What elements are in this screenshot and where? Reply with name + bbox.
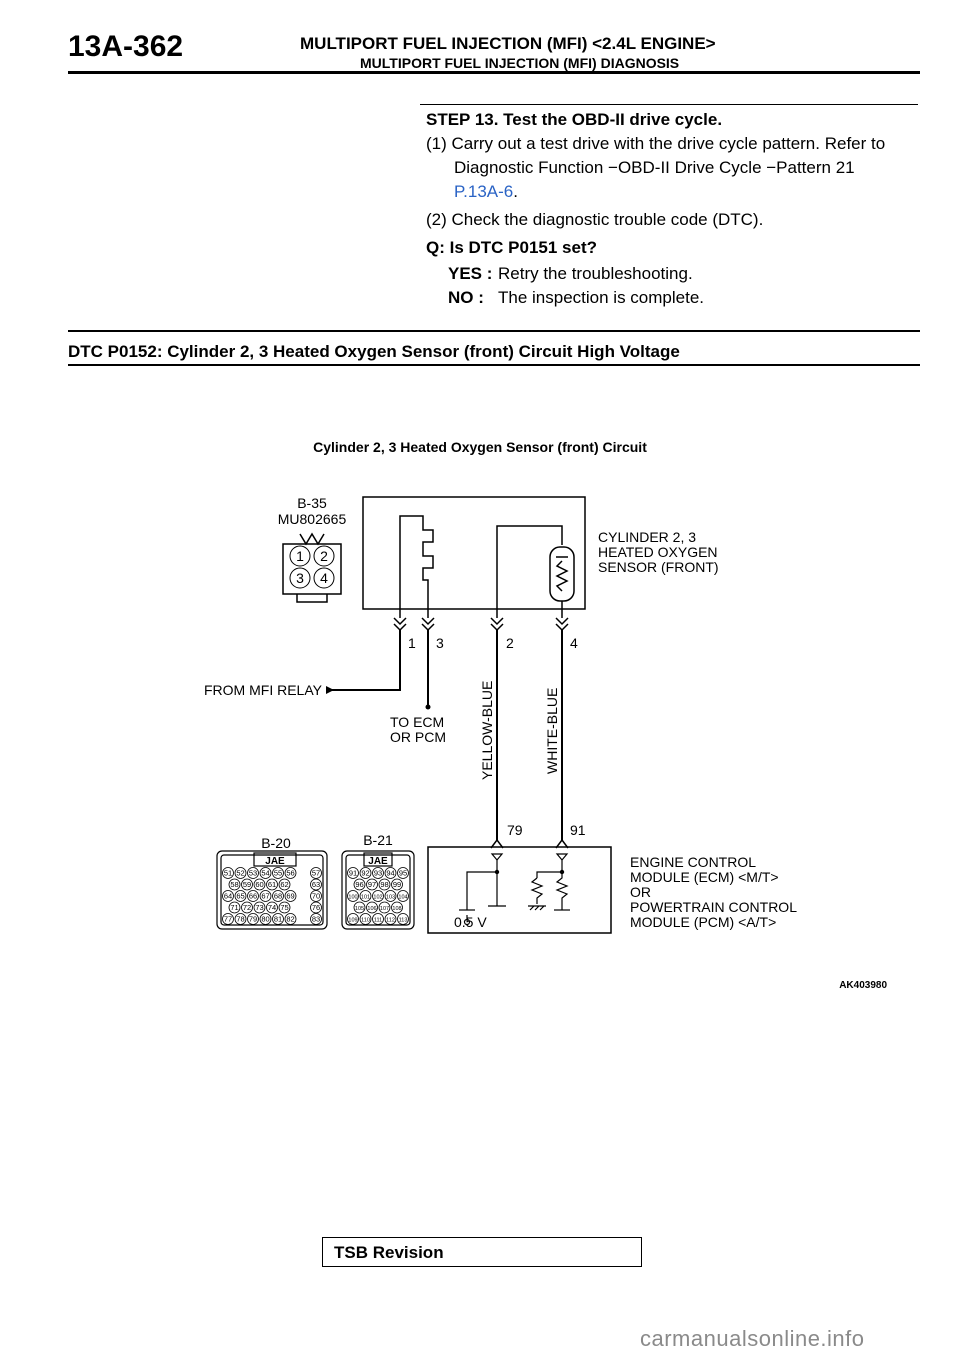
dtc-heading: DTC P0152: Cylinder 2, 3 Heated Oxygen Sensor (front) Circuit High Voltage [68, 342, 680, 361]
connector-pin-label: 75 [280, 903, 289, 913]
step-title: STEP 13. Test the OBD-II drive cycle. [426, 110, 723, 129]
connector-pin-label: 99 [392, 880, 402, 890]
ecm-label-3: OR [630, 884, 651, 900]
b20-jae-label: JAE [265, 856, 285, 867]
step-item-1 [426, 132, 926, 204]
connector-pin-label: 108 [392, 906, 402, 913]
header-title: MULTIPORT FUEL INJECTION (MFI) <2.4L ENGINE> [300, 34, 716, 53]
ecm-junction-dot-2 [560, 870, 564, 874]
connector-pin-2: 2 [320, 548, 328, 564]
connector-pin-label: 111 [373, 917, 383, 924]
connector-pin-label: 79 [248, 914, 258, 924]
connector-pin-label: 55 [273, 868, 283, 878]
diagram-title: Cylinder 2, 3 Heated Oxygen Sensor (front) Circuit [313, 439, 647, 455]
sensor-label-2: HEATED OXYGEN [598, 544, 718, 560]
step-item-2: (2) Check the diagnostic trouble code (DTC). [426, 210, 764, 229]
connector-pin-label: 73 [255, 903, 264, 913]
tsb-revision-label: TSB Revision [334, 1243, 444, 1262]
connector-pin-label: 56 [286, 868, 295, 878]
terminal-4: 4 [570, 635, 578, 651]
sensor-element-icon [400, 516, 574, 618]
connector-pin-label: 92 [361, 868, 370, 878]
sensor-box [363, 497, 585, 609]
dtc-rule-top [68, 330, 920, 332]
connector-pin-label: 110 [361, 917, 370, 924]
connector-pin-label: 53 [248, 868, 258, 878]
step-rule [420, 104, 918, 105]
page-number: 13A-362 [68, 30, 184, 63]
connector-pin-label: 82 [286, 914, 295, 924]
header-subtitle: MULTIPORT FUEL INJECTION (MFI) DIAGNOSIS [360, 55, 680, 71]
connector-b21-id: B-21 [363, 832, 393, 848]
wire-color-white-blue: WHITE-BLUE [544, 687, 560, 774]
connector-pin-4: 4 [320, 570, 328, 586]
connector-pin-label: 76 [311, 903, 321, 913]
wire-color-yellow-blue: YELLOW-BLUE [479, 680, 495, 780]
connector-pin-label: 112 [386, 917, 395, 924]
connector-pin-label: 109 [348, 917, 358, 924]
connector-pin-label: 62 [280, 880, 289, 890]
connector-pin-label: 72 [242, 903, 252, 913]
connector-pin-label: 54 [261, 868, 270, 878]
connector-pin-label: 69 [286, 891, 295, 901]
connector-pin-label: 65 [236, 891, 245, 901]
connector-chevrons-icon [394, 618, 568, 630]
terminal-1: 1 [408, 635, 416, 651]
yes-text: Retry the troubleshooting. [498, 264, 693, 283]
connector-pin-label: 63 [311, 880, 321, 890]
from-relay-label: FROM MFI RELAY [204, 682, 322, 698]
step-block [426, 108, 926, 310]
wiring-diagram [0, 370, 960, 1010]
to-ecm-label-2: OR PCM [390, 729, 446, 745]
connector-pin-label: 102 [373, 894, 383, 901]
yes-label: YES : [448, 264, 493, 283]
connector-b20-id: B-20 [261, 835, 291, 851]
connector-pin-label: 103 [385, 894, 396, 901]
connector-pin-label: 51 [223, 868, 233, 878]
connector-pin-label: 74 [267, 903, 277, 913]
connector-pin-label: 66 [248, 891, 258, 901]
page-reference-link[interactable]: P.13A-6 [454, 182, 514, 201]
ecm-terminal-91: 91 [570, 822, 586, 838]
connector-pin-label: 80 [261, 914, 270, 924]
ecm-label-1: ENGINE CONTROL [630, 854, 757, 870]
wires [332, 630, 562, 840]
voltage-label: 0.5 V [454, 914, 487, 930]
connector-pin-label: 95 [398, 868, 408, 878]
relay-arrow-icon [326, 686, 334, 694]
connector-pin-label: 91 [348, 868, 358, 878]
connector-pin-label: 106 [367, 906, 377, 913]
connector-b20-pins [223, 868, 322, 925]
b21-jae-label: JAE [368, 856, 388, 867]
connector-pin-label: 61 [267, 880, 277, 890]
dtc-rule-bottom [68, 364, 920, 366]
connector-pin-3: 3 [296, 570, 304, 586]
ecm-terminal-79: 79 [507, 822, 523, 838]
connector-pin-label: 107 [379, 906, 390, 913]
sensor-label-3: SENSOR (FRONT) [598, 559, 719, 575]
question: Q: Is DTC P0151 set? [426, 238, 598, 257]
connector-pin-label: 59 [242, 880, 252, 890]
answer-no [426, 286, 926, 310]
connector-pin-label: 81 [273, 914, 283, 924]
connector-pin-label: 64 [223, 891, 233, 901]
no-text: The inspection is complete. [498, 288, 704, 307]
ecm-label-5: MODULE (PCM) <A/T> [630, 914, 777, 930]
step-item-1-tail: . [513, 182, 518, 201]
connector-pin-label: 83 [311, 914, 321, 924]
connector-pin-label: 104 [398, 894, 408, 901]
sensor-label-1: CYLINDER 2, 3 [598, 529, 697, 545]
connector-pin-label: 98 [380, 880, 389, 890]
step-item-1-text: (1) Carry out a test drive with the drive cycle pattern. Refer to Diagnostic Function −OBD-II Drive Cycle −Pattern 21 [426, 134, 886, 177]
connector-pin-label: 70 [311, 891, 321, 901]
connector-pin-label: 97 [367, 880, 377, 890]
connector-pin-label: 60 [255, 880, 264, 890]
connector-pin-1: 1 [296, 548, 304, 564]
connector-b21-pins [348, 868, 409, 925]
ecm-label-4: POWERTRAIN CONTROL [630, 899, 797, 915]
connector-id: B-35 [297, 495, 327, 511]
header-rule [68, 71, 920, 74]
watermark: carmanualsonline.info [640, 1326, 865, 1351]
connector-pin-label: 96 [355, 880, 364, 890]
ecm-wire-end-icon [426, 705, 431, 710]
to-ecm-label-1: TO ECM [390, 714, 445, 730]
connector-pin-label: 77 [223, 914, 233, 924]
no-label: NO : [448, 288, 484, 307]
terminal-3: 3 [436, 635, 444, 651]
connector-b35-icon [283, 534, 341, 602]
connector-pin-label: 94 [386, 868, 395, 878]
connector-pin-label: 78 [236, 914, 245, 924]
connector-pin-label: 93 [373, 868, 383, 878]
connector-pin-label: 100 [348, 894, 358, 901]
ecm-label-2: MODULE (ECM) <M/T> [630, 869, 779, 885]
answer-yes [426, 262, 926, 286]
connector-part-number: MU802665 [277, 511, 347, 527]
connector-pin-label: 68 [273, 891, 283, 901]
terminal-2: 2 [506, 635, 514, 651]
ecm-junction-dot [495, 870, 499, 874]
connector-pin-label: 57 [311, 868, 321, 878]
connector-pin-label: 101 [360, 894, 371, 901]
connector-pin-label: 113 [398, 917, 408, 924]
connector-pin-label: 71 [230, 903, 239, 913]
connector-pin-label: 52 [236, 868, 245, 878]
connector-pin-label: 58 [230, 880, 239, 890]
figure-id: AK403980 [839, 980, 887, 991]
connector-pin-label: 67 [261, 891, 270, 901]
connector-pin-label: 105 [354, 906, 365, 913]
